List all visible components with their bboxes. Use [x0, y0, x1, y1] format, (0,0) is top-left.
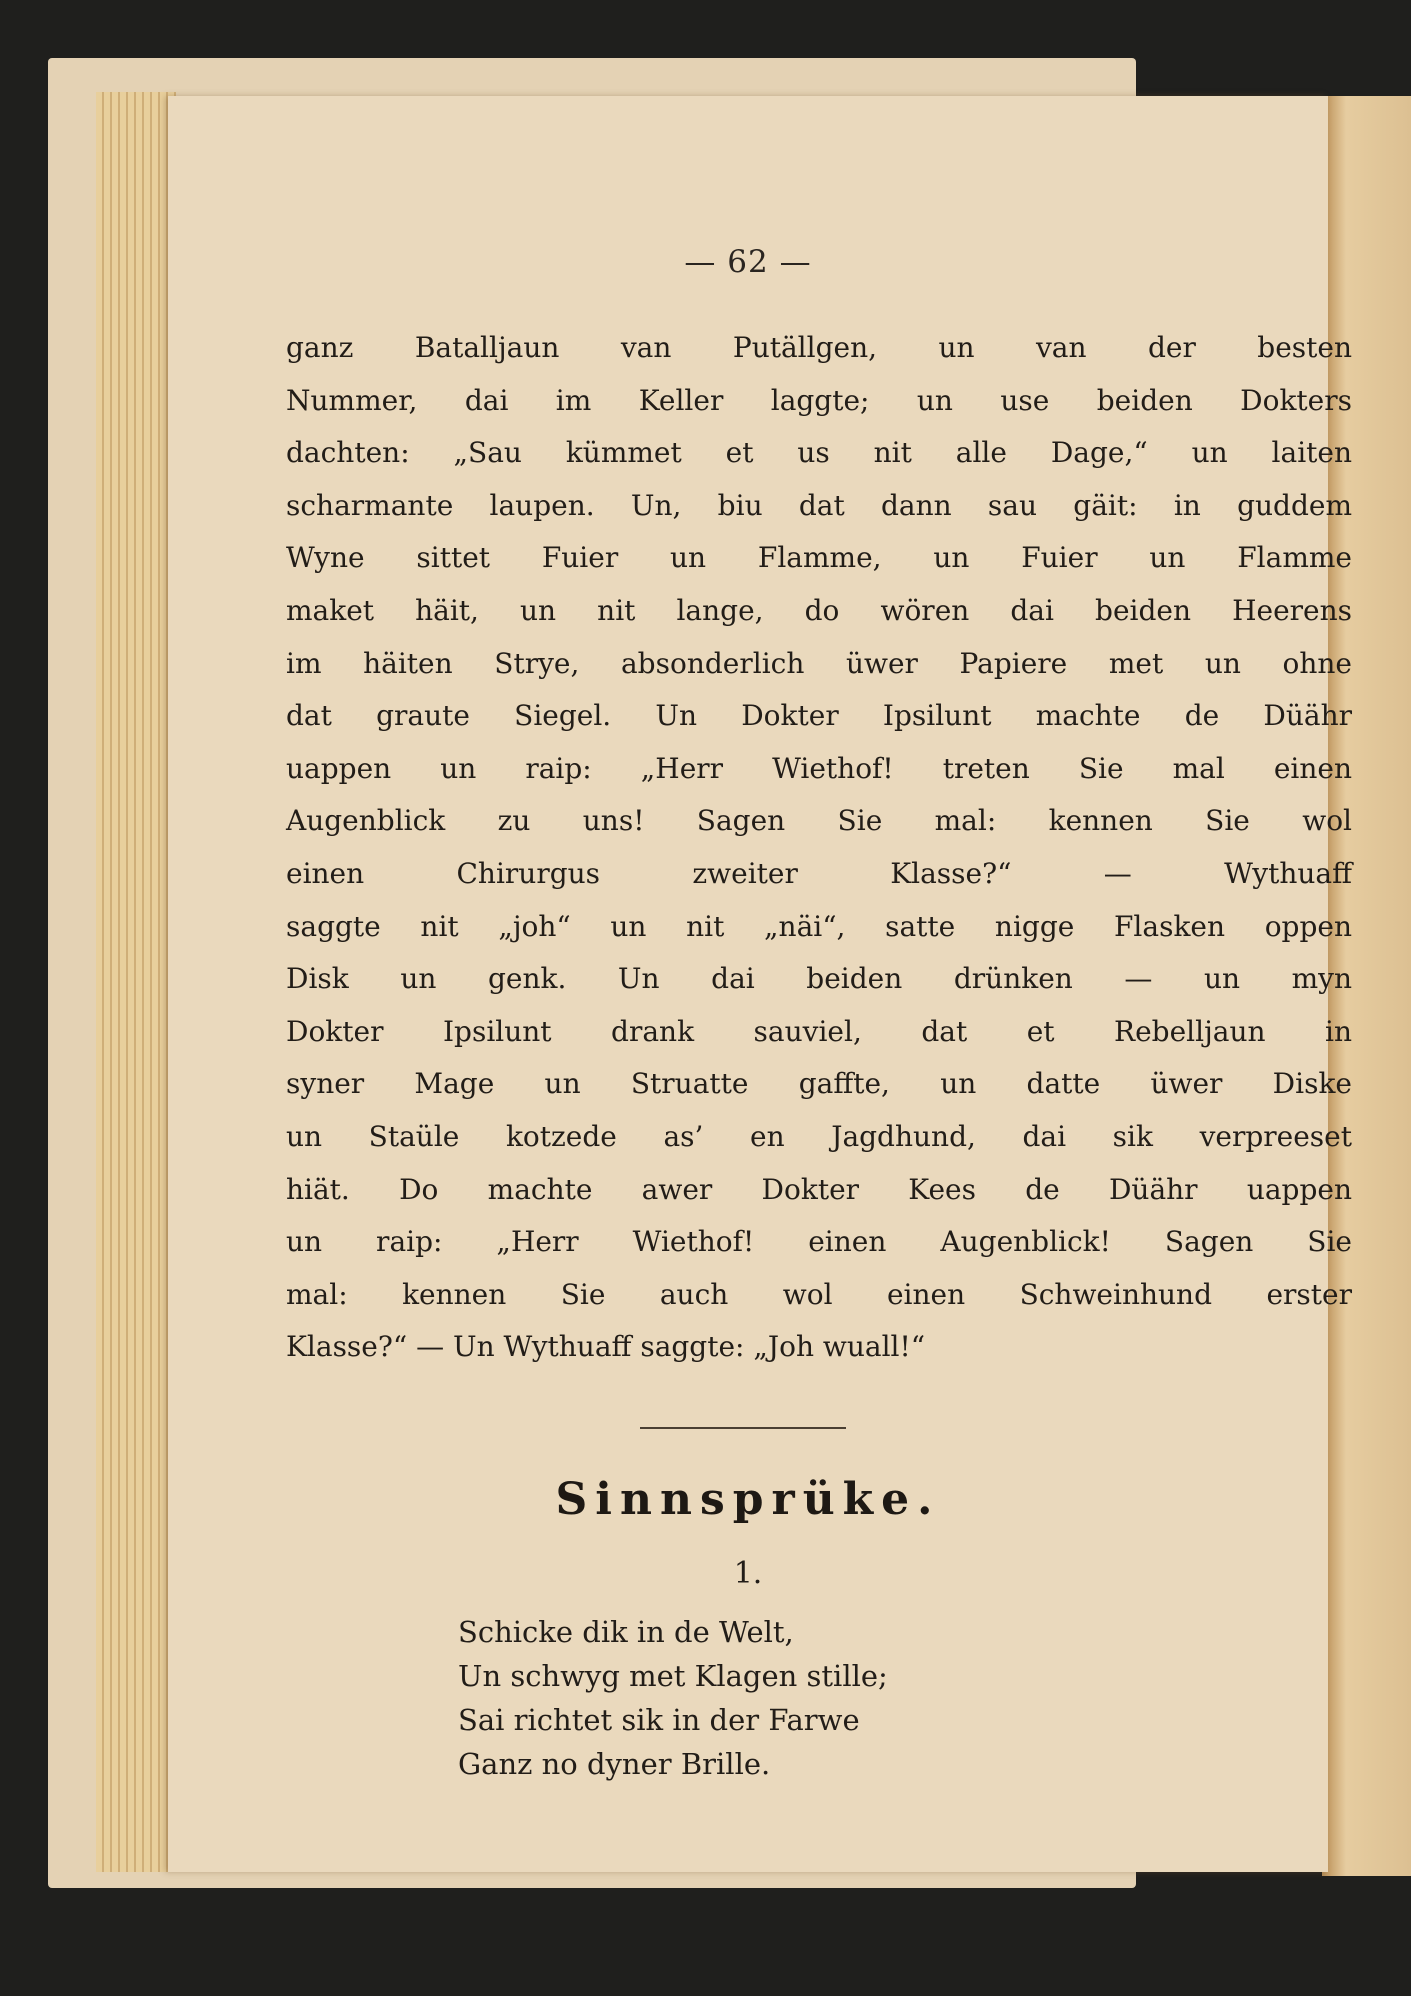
prose-line: hiät. Do machte awer Dokter Kees de Düähr uappen [286, 1172, 1352, 1206]
prose-text [286, 322, 1352, 1374]
verse-line: Schicke dik in de Welt, [458, 1615, 794, 1649]
prose-line: un Staüle kotzede as’ en Jagdhund, dai sik verpreeset [286, 1119, 1352, 1153]
prose-line: Nummer, dai im Keller laggte; un use beiden Dokters [286, 383, 1352, 417]
prose-line: dat graute Siegel. Un Dokter Ipsilunt machte de Düähr [286, 699, 1352, 733]
page-number: — 62 — [684, 244, 812, 280]
prose-line: einen Chirurgus zweiter Klasse?“ — Wythuaff [286, 856, 1352, 890]
book-page [168, 96, 1352, 1872]
prose-line: scharmante laupen. Un, biu dat dann sau gäit: in guddem [286, 488, 1352, 522]
prose-line: ganz Batalljaun van Putällgen, un van der besten [286, 331, 1352, 364]
prose-line: mal: kennen Sie auch wol einen Schweinhund erster [286, 1277, 1352, 1311]
prose-line: Wyne sittet Fuier un Flamme, un Fuier un Flamme [286, 541, 1352, 575]
page-edges [96, 92, 176, 1872]
prose-line: saggte nit „joh“ un nit „näi“, satte nigge Flasken oppen [286, 909, 1352, 943]
section-heading: Sinnsprüke. [555, 1474, 941, 1525]
prose-line: Disk un genk. Un dai beiden drünken — un myn [286, 962, 1352, 996]
prose-line: dachten: „Sau kümmet et us nit alle Dage,“ un laiten [286, 436, 1352, 470]
section-divider [640, 1427, 846, 1429]
verse-number: 1. [733, 1556, 763, 1591]
prose-line: im häiten Strye, absonderlich üwer Papiere met un ohne [286, 646, 1352, 680]
prose-line: un raip: „Herr Wiethof! einen Augenblick! Sagen Sie [286, 1225, 1352, 1259]
prose-line: syner Mage un Struatte gaffte, un datte üwer Diske [286, 1067, 1352, 1101]
prose-line: Klasse?“ — Un Wythuaff saggte: „Joh wuall!“ [286, 1330, 926, 1364]
verse-line: Un schwyg met Klagen stille; [458, 1659, 888, 1693]
verse-line: Ganz no dyner Brille. [458, 1747, 771, 1781]
prose-line: uappen un raip: „Herr Wiethof! treten Sie mal einen [286, 751, 1352, 785]
prose-line: maket häit, un nit lange, do wören dai beiden Heerens [286, 593, 1352, 627]
verse [458, 1610, 1058, 1786]
verse-line: Sai richtet sik in der Farwe [458, 1703, 860, 1737]
prose-line: Dokter Ipsilunt drank sauviel, dat et Rebelljaun in [286, 1014, 1352, 1048]
prose-line: Augenblick zu uns! Sagen Sie mal: kennen Sie wol [286, 804, 1352, 838]
